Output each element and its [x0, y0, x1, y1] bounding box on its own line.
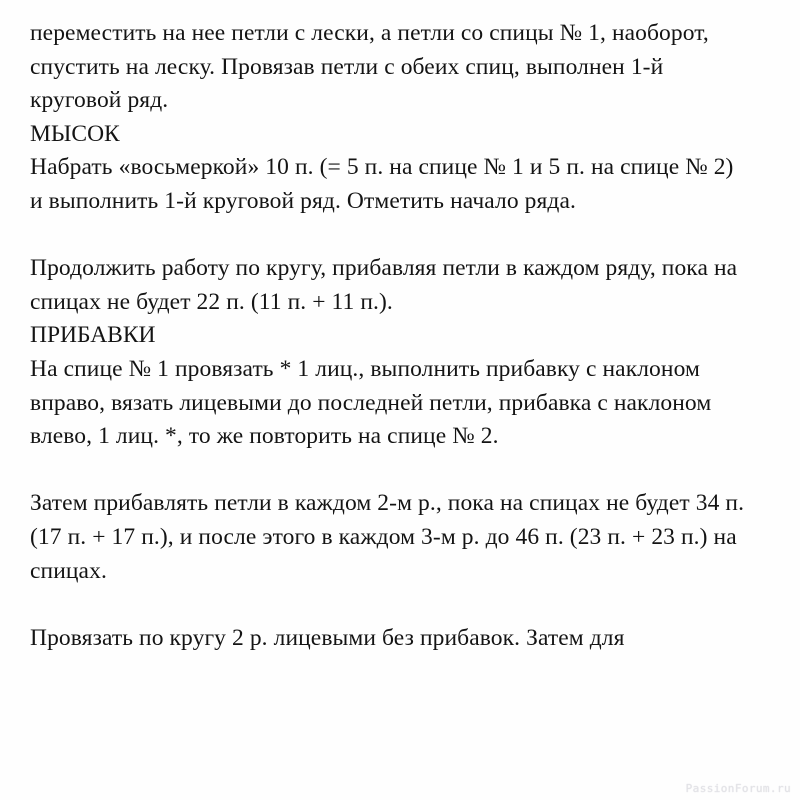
paragraph-continue-round: Продолжить работу по кругу, прибавляя петли в каждом ряду, пока на спицах не будет 22 п. (11 п. + 11 п.). — [30, 255, 738, 315]
section-heading-mysok: МЫСОК — [30, 120, 120, 147]
document-text-column — [30, 17, 745, 655]
paragraph-continuation: переместить на нее петли с лески, а петли со спицы № 1, наоборот, спустить на леску. Провязав петли с обеих спиц, выполнен 1-й круговой ряд. — [30, 20, 709, 114]
paragraph-knit-two-rounds: Провязать по кругу 2 р. лицевыми без прибавок. Затем для — [30, 624, 625, 651]
site-watermark: PassionForum.ru — [685, 782, 791, 795]
paragraph-mysok-body: Набрать «восьмеркой» 10 п. (= 5 п. на спице № 1 и 5 п. на спице № 2) и выполнить 1-й круговой ряд. Отметить начало ряда. — [30, 154, 734, 214]
section-heading-pribavki: ПРИБАВКИ — [30, 322, 156, 349]
paragraph-then-increase: Затем прибавлять петли в каждом 2-м р., пока на спицах не будет 34 п. (17 п. + 17 п.), и после этого в каждом 3-м р. до 46 п. (23 п. + 23 п.) на спицах. — [30, 490, 745, 584]
paragraph-pribavki-body: На спице № 1 провязать * 1 лиц., выполнить прибавку с наклоном вправо, вязать лицевыми до последней петли, прибавка с наклоном влево, 1 лиц. *, то же повторить на спице № 2. — [30, 355, 712, 450]
